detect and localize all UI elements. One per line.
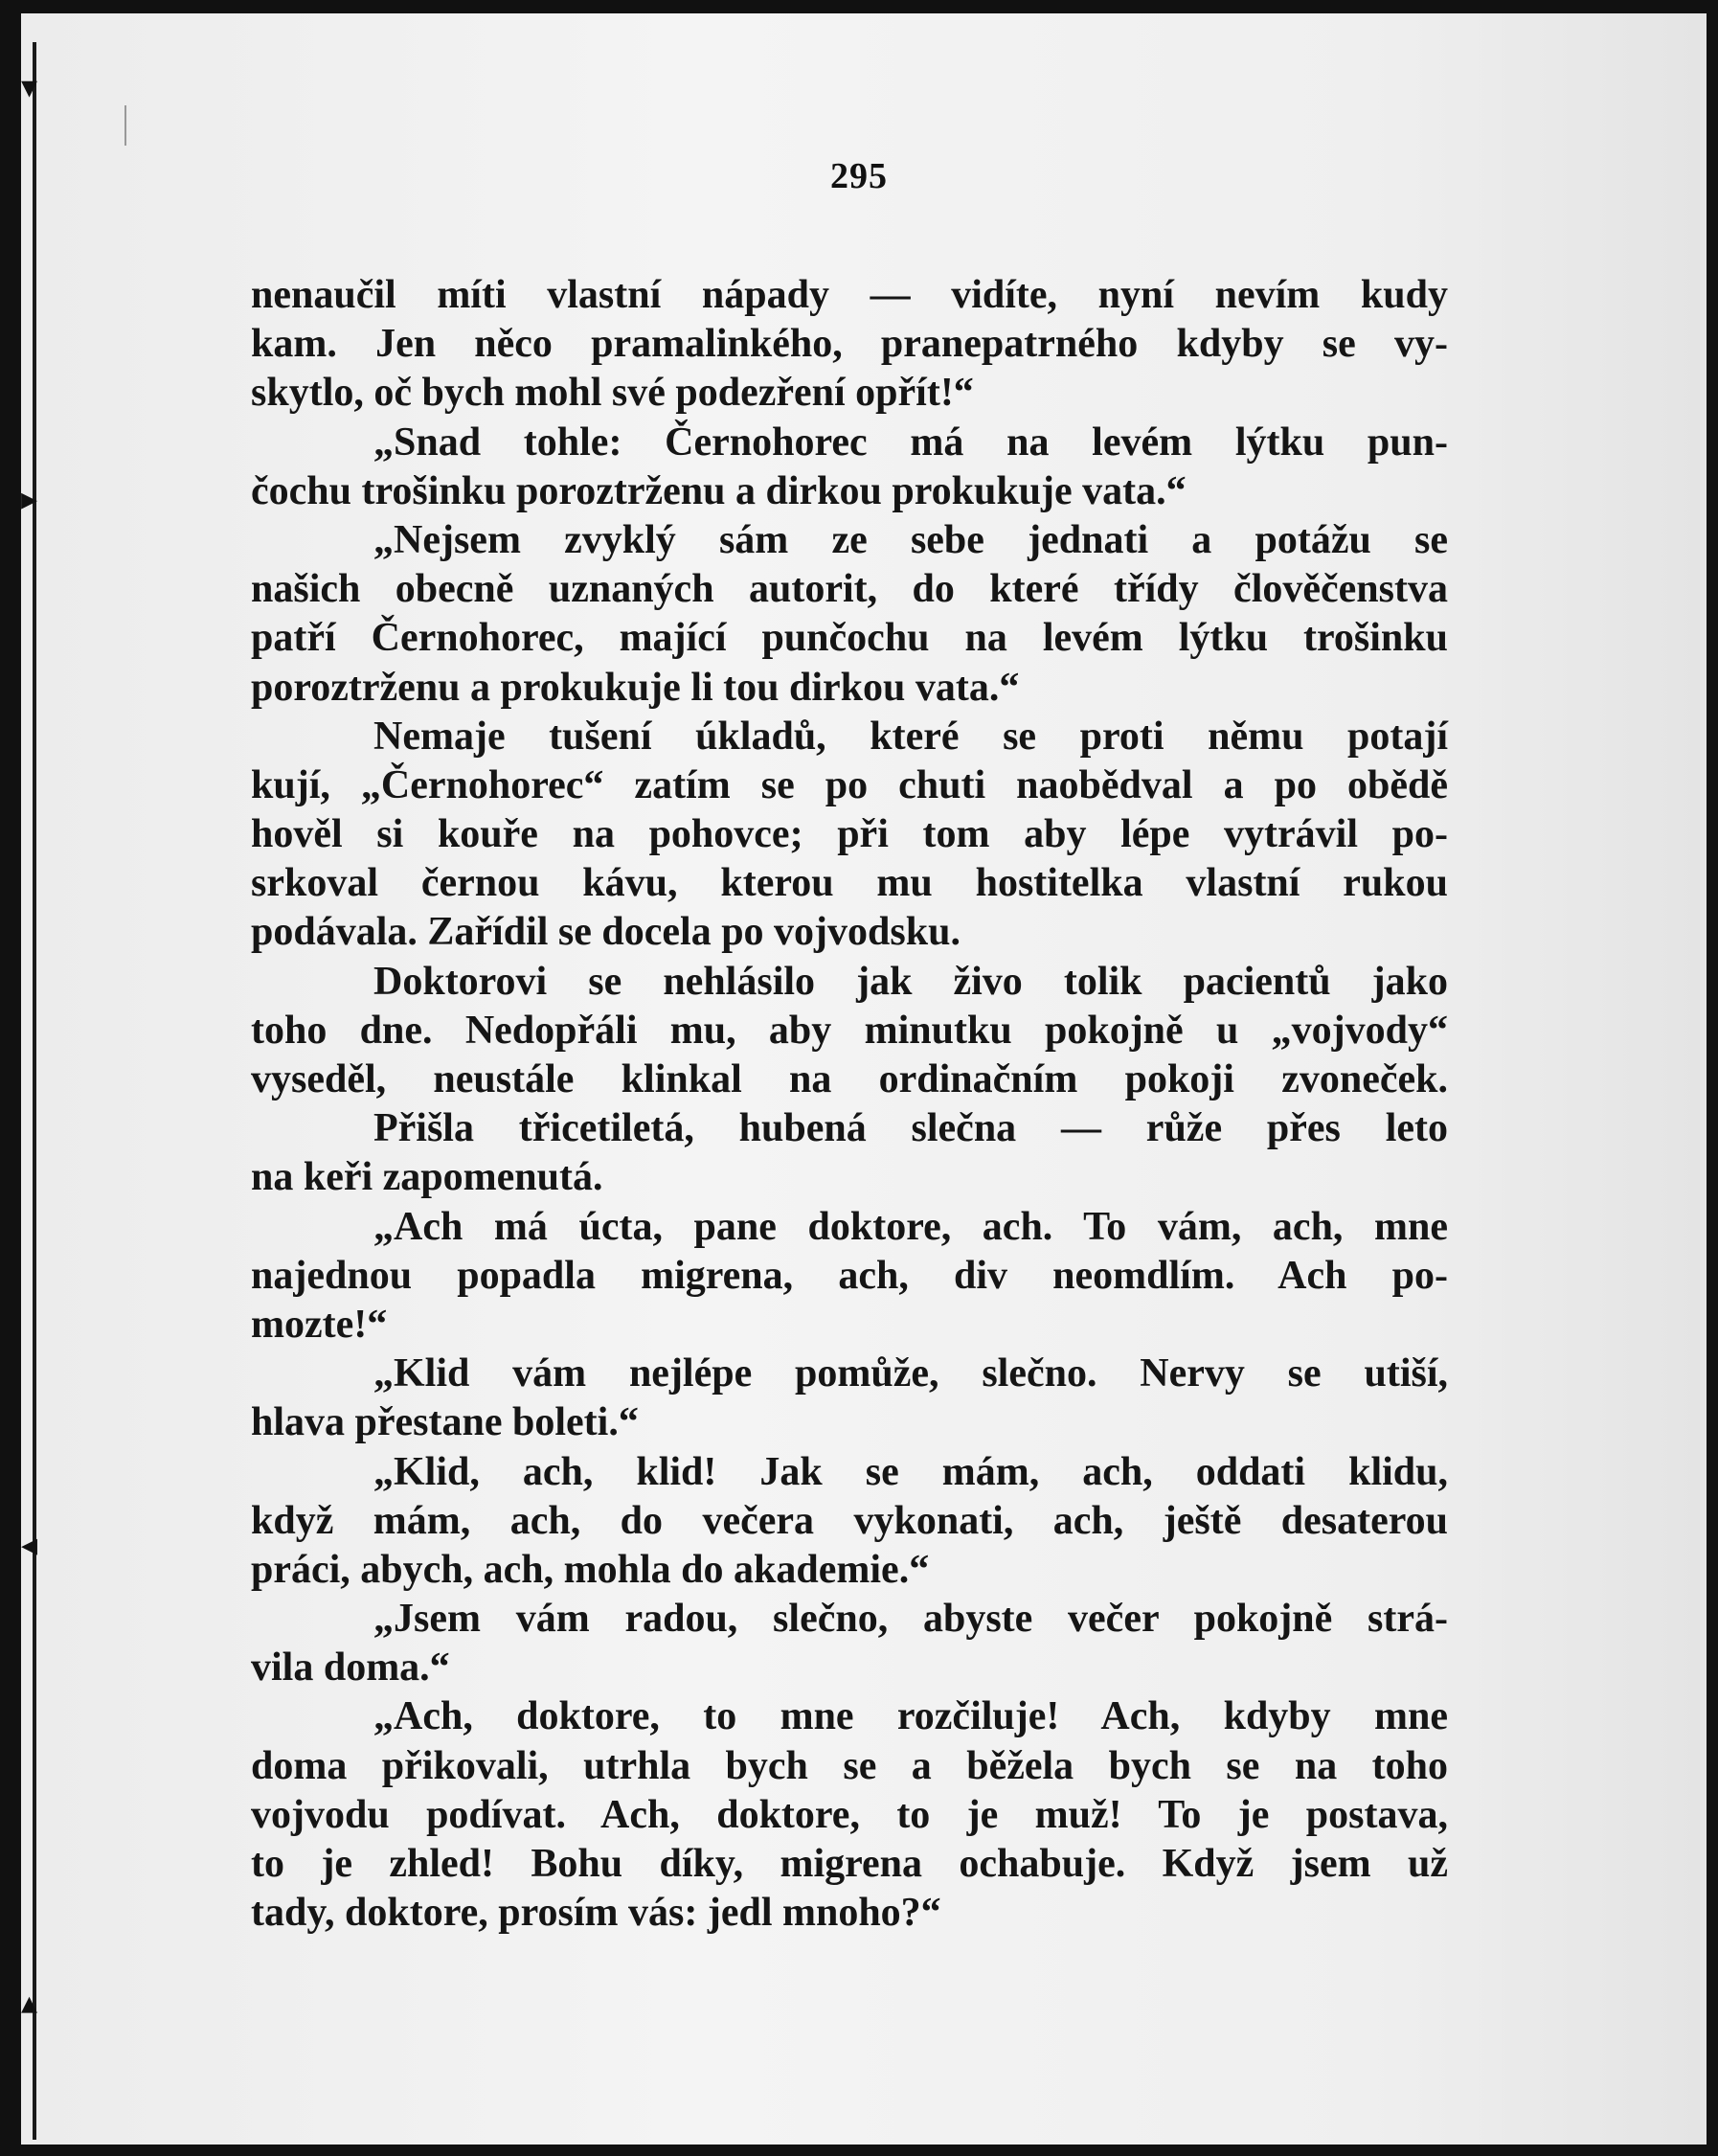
text-line: srkoval černou kávu, kterou mu hostitelka vlastní rukou [251, 861, 1448, 906]
text-line: na keři zapomenutá. [251, 1155, 603, 1200]
text-line: Doktorovi se nehlásilo jak živo tolik pacientů jako [373, 959, 1448, 1004]
text-line: „Snad tohle: Černohorec má na levém lýtku pun- [373, 420, 1448, 465]
binding-mark-icon: ▾ [21, 68, 38, 106]
text-line: vyseděl, neustále klinkal na ordinačním pokoji zvoneček. [251, 1057, 1448, 1101]
binding-mark-icon: ▸ [21, 480, 38, 518]
text-line: najednou popadla migrena, ach, div neomdlím. Ach po- [251, 1253, 1448, 1298]
text-line: poroztrženu a prokukuje li tou dirkou vata.“ [251, 665, 1020, 710]
text-line: vojvodu podívat. Ach, doktore, to je muž! To je postava, [251, 1792, 1448, 1837]
text-line: našich obecně uznaných autorit, do které třídy člověčenstva [251, 567, 1448, 612]
text-line: podávala. Zařídil se docela po vojvodsku. [251, 910, 961, 955]
text-line: doma přikovali, utrhla bych se a běžela bych se na toho [251, 1743, 1448, 1788]
text-line: kam. Jen něco pramalinkého, pranepatrného kdyby se vy- [251, 322, 1448, 367]
text-line: mozte!“ [251, 1302, 388, 1347]
scan-artifact [124, 105, 126, 146]
text-line: když mám, ach, do večera vykonati, ach, ještě desaterou [251, 1498, 1448, 1543]
binding-mark-icon: ◂ [21, 1526, 38, 1564]
text-line: to je zhled! Bohu díky, migrena ochabuje. Když jsem už [251, 1842, 1448, 1886]
text-line: „Ach má úcta, pane doktore, ach. To vám, ach, mne [373, 1204, 1448, 1249]
body-text [251, 271, 1448, 1938]
text-line: práci, abych, ach, mohla do akademie.“ [251, 1547, 930, 1592]
text-line: Přišla třicetiletá, hubená slečna — růže přes leto [373, 1106, 1448, 1151]
text-line: „Nejsem zvyklý sám ze sebe jednati a potážu se [373, 517, 1448, 562]
text-line: „Ach, doktore, to mne rozčiluje! Ach, kdyby mne [373, 1694, 1448, 1739]
binding-edge [33, 42, 36, 2140]
text-line: skytlo, oč bych mohl své podezření opřít!“ [251, 371, 974, 416]
text-line: Nemaje tušení úkladů, které se proti němu potají [373, 714, 1448, 759]
text-line: „Jsem vám radou, slečno, abyste večer pokojně strá- [373, 1597, 1448, 1642]
text-line: hlava přestane boleti.“ [251, 1400, 639, 1445]
text-line: čochu trošinku poroztrženu a dirkou prokukuje vata.“ [251, 468, 1187, 513]
text-line: hověl si kouře na pohovce; při tom aby lépe vytrávil po- [251, 812, 1448, 857]
text-line: vila doma.“ [251, 1645, 450, 1691]
text-line: patří Černohorec, mající punčochu na levém lýtku trošinku [251, 616, 1448, 661]
text-line: „Klid vám nejlépe pomůže, slečno. Nervy se utiší, [373, 1351, 1448, 1396]
text-line: „Klid, ach, klid! Jak se mám, ach, oddati klidu, [373, 1449, 1448, 1494]
text-line: kují, „Černohorec“ zatím se po chuti naobědval a po obědě [251, 762, 1448, 807]
page-number: 295 [830, 156, 888, 196]
text-line: nenaučil míti vlastní nápady — vidíte, nyní nevím kudy [251, 273, 1448, 317]
text-line: toho dne. Nedopřáli mu, aby minutku pokojně u „vojvody“ [251, 1008, 1448, 1053]
text-line: tady, doktore, prosím vás: jedl mnoho?“ [251, 1891, 941, 1936]
binding-mark-icon: ▴ [21, 1984, 38, 2022]
